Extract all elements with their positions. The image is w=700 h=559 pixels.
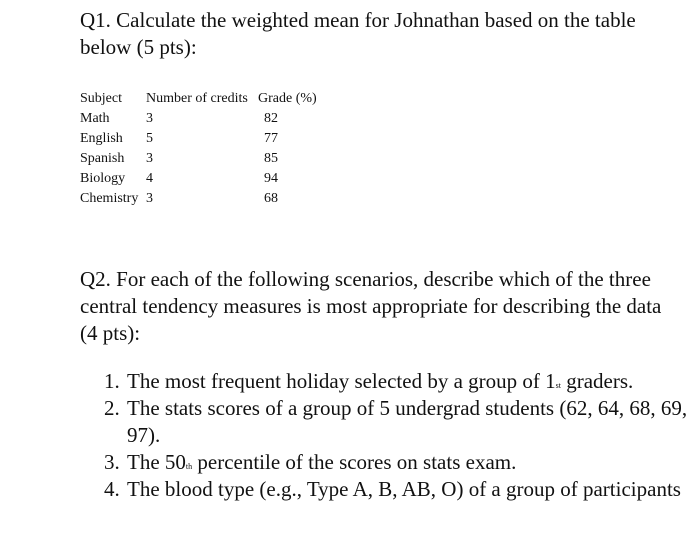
cell-credits: 3 [146,151,153,166]
table-header-row [80,89,317,109]
question-1-text: Q1. Calculate the weighted mean for Johnathan based on the table below (5 pts): [80,8,636,59]
question-2-text: Q2. For each of the following scenarios, describe which of the three central tendency measures is most appropriate for describing the data (4 pts): [80,267,662,345]
table-row [80,189,317,209]
list-item [125,368,700,395]
cell-grade: 85 [264,151,278,166]
cell-grade: 68 [264,191,278,206]
list-item [125,395,700,449]
header-credits: Number of credits [146,91,248,106]
cell-grade: 94 [264,171,278,186]
scenario-list [80,368,700,503]
cell-subject: Math [80,111,110,126]
cell-grade: 82 [264,111,278,126]
ordinal-suffix: th [185,462,193,471]
header-subject: Subject [80,91,122,106]
scenario-text: The 50 [127,450,186,474]
cell-subject: Spanish [80,151,125,166]
cell-credits: 4 [146,171,153,186]
cell-credits: 3 [146,191,153,206]
cell-credits [146,109,258,129]
cell-subject: Biology [80,171,126,186]
cell-subject: Chemistry [80,191,139,206]
table-row [80,109,317,129]
grades-table [80,89,317,209]
list-item [125,476,700,503]
scenario-text: The blood type (e.g., Type A, B, AB, O) of a group of participants [127,477,681,501]
list-item [125,449,700,476]
scenario-text-end: percentile of the scores on stats exam. [192,450,517,474]
scenario-text: The stats scores of a group of 5 undergrad students (62, 64, 68, 69, 97). [127,396,688,447]
scenario-text: The most frequent holiday selected by a group of 1 [127,369,556,393]
header-grade: Grade (%) [258,91,317,106]
cell-subject: English [80,131,123,146]
cell-grade: 77 [264,131,278,146]
cell-credits-value: 3 [146,111,153,126]
ordinal-suffix: st [555,381,561,390]
table-row [80,129,317,149]
scenario-text-end: graders. [560,369,634,393]
cell-credits: 5 [146,131,153,146]
table-row [80,169,317,189]
table-row [80,149,317,169]
